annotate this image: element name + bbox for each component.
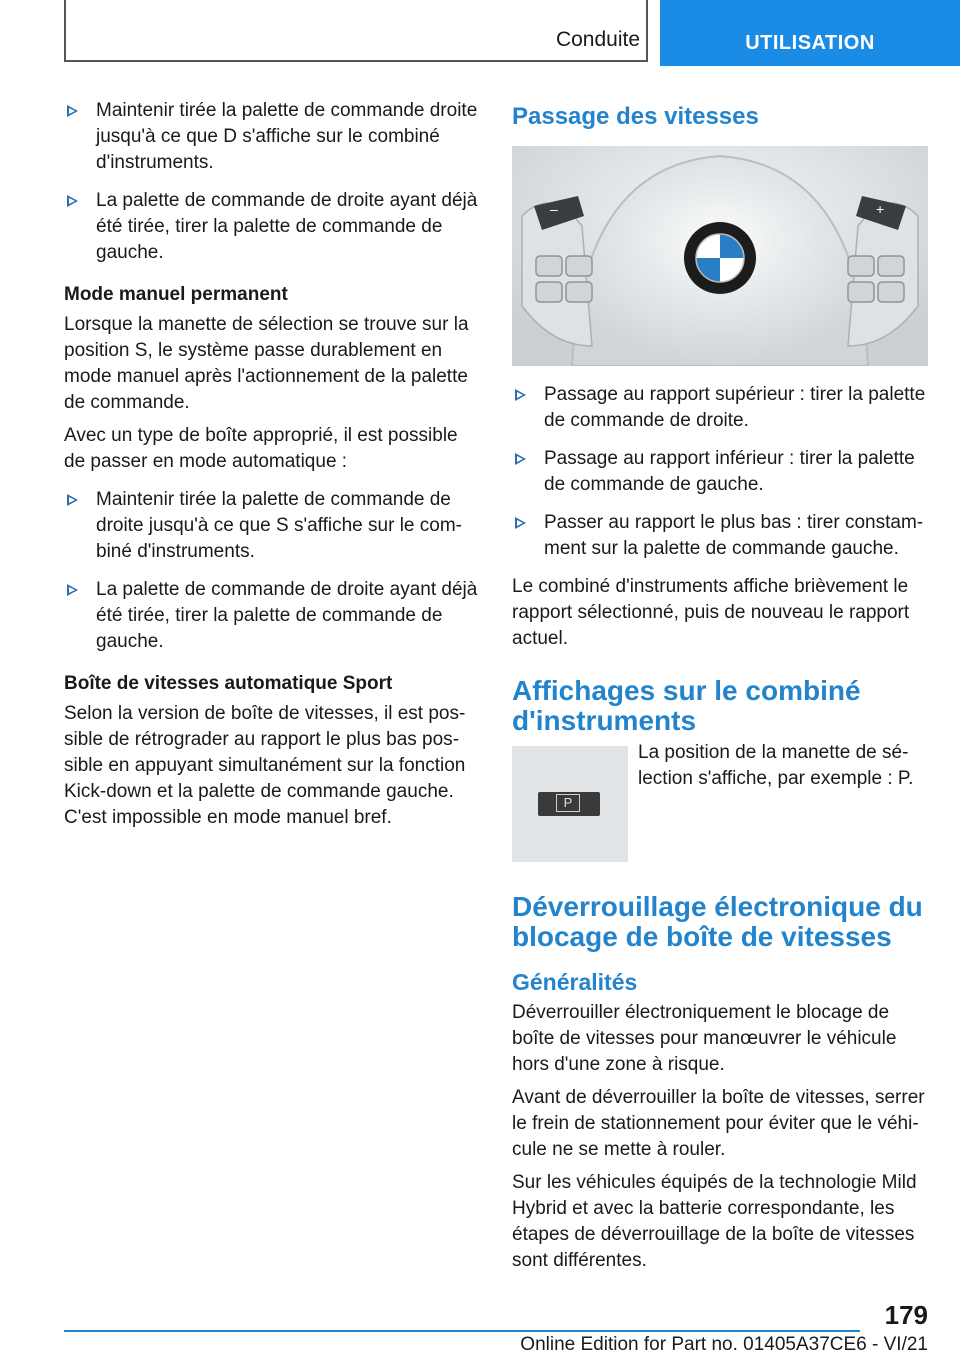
list-item: Maintenir tirée la palette de commande de droite jusqu'à ce que S s'affiche sur le combiné d'instruments.	[64, 487, 484, 565]
display-heading: Affichages sur le combiné d'instruments	[512, 675, 861, 736]
bmw-logo-icon	[684, 222, 756, 294]
unlock-heading: Déverrouillage électronique du blocage de boîte de vitesses	[512, 891, 923, 952]
bullet-triangle-icon	[67, 494, 78, 506]
bullet-triangle-icon	[515, 517, 526, 529]
general-paragraph: Déverrouiller électroniquement le blocage de boîte de vitesses pour manœuvrer le véhicule hors d'une zone à risque.	[512, 1002, 897, 1075]
list-item: Passage au rapport supérieur : tirer la palette de commande de droite.	[512, 382, 928, 434]
plus-label: +	[876, 201, 885, 217]
bullet-triangle-icon	[515, 389, 526, 401]
gear-indicator-icon: P	[538, 792, 600, 816]
list-item: Passer au rapport le plus bas : tirer constamment sur la palette de commande gauche.	[512, 510, 928, 562]
steering-wheel-image	[512, 146, 928, 366]
manual-mode-heading: Mode manuel permanent	[64, 284, 288, 305]
list-item: Maintenir tirée la palette de commande droite jusqu'à ce que D s'affiche sur le combiné d'instruments.	[64, 98, 484, 176]
page-header	[0, 0, 960, 66]
list-item: Passage au rapport inférieur : tirer la palette de commande de gauche.	[512, 446, 928, 498]
gear-shift-heading: Passage des vitesses	[512, 103, 759, 130]
bullet-triangle-icon	[67, 584, 78, 596]
footer-divider	[64, 1330, 860, 1332]
left-column	[64, 98, 484, 838]
chapter-tab[interactable]: UTILISATION	[660, 0, 960, 66]
edition-footer: Online Edition for Part no. 01405A37CE6 - VI/21	[520, 1334, 928, 1355]
section-title: Conduite	[555, 28, 640, 51]
bullet-triangle-icon	[67, 195, 78, 207]
general-paragraph: Avant de déverrouiller la boîte de vitesses, serrer le frein de stationnement pour éviter que le véhicule ne se mette à rouler.	[512, 1087, 925, 1160]
general-heading: Généralités	[512, 969, 638, 995]
sport-transmission-heading: Boîte de vitesses automatique Sport	[64, 673, 393, 694]
general-paragraph: Sur les véhicules équipés de la technologie Mild Hybrid et avec la batterie correspondante, les étapes de déverrouillage de la boîte de vitesses sont différentes.	[512, 1172, 917, 1271]
manual-mode-paragraph: Avec un type de boîte approprié, il est possible de passer en mode automatique :	[64, 425, 458, 472]
shift-paragraph: Le combiné d'instruments affiche brièvement le rapport sélectionné, puis de nouveau le rapport actuel.	[512, 576, 910, 649]
display-paragraph: La position de la manette de sélection s'affiche, par exemple : P.	[638, 742, 914, 789]
bullet-triangle-icon	[67, 105, 78, 117]
list-item: La palette de commande de droite ayant déjà été tirée, tirer la palette de commande de gauche.	[64, 577, 484, 655]
bullet-triangle-icon	[515, 453, 526, 465]
display-example-row	[512, 742, 928, 862]
sport-transmission-paragraph: Selon la version de boîte de vitesses, il est possible de rétrograder au rapport le plus bas possible en appuyant simultanément sur la fonction Kick-down et la palette de commande gauche. C'est impossible en mode manuel bref.	[64, 703, 466, 828]
gear-display-image	[512, 746, 628, 862]
right-column	[512, 98, 928, 1281]
minus-label: –	[550, 201, 558, 217]
list-item: La palette de commande de droite ayant déjà été tirée, tirer la palette de commande de gauche.	[64, 188, 484, 266]
manual-mode-paragraph: Lorsque la manette de sélection se trouve sur la position S, le système passe durablement en mode manuel après l'actionnement de la palette de commande.	[64, 314, 469, 413]
page-number: 179	[884, 1300, 928, 1330]
steering-wheel-illustration	[512, 146, 928, 366]
